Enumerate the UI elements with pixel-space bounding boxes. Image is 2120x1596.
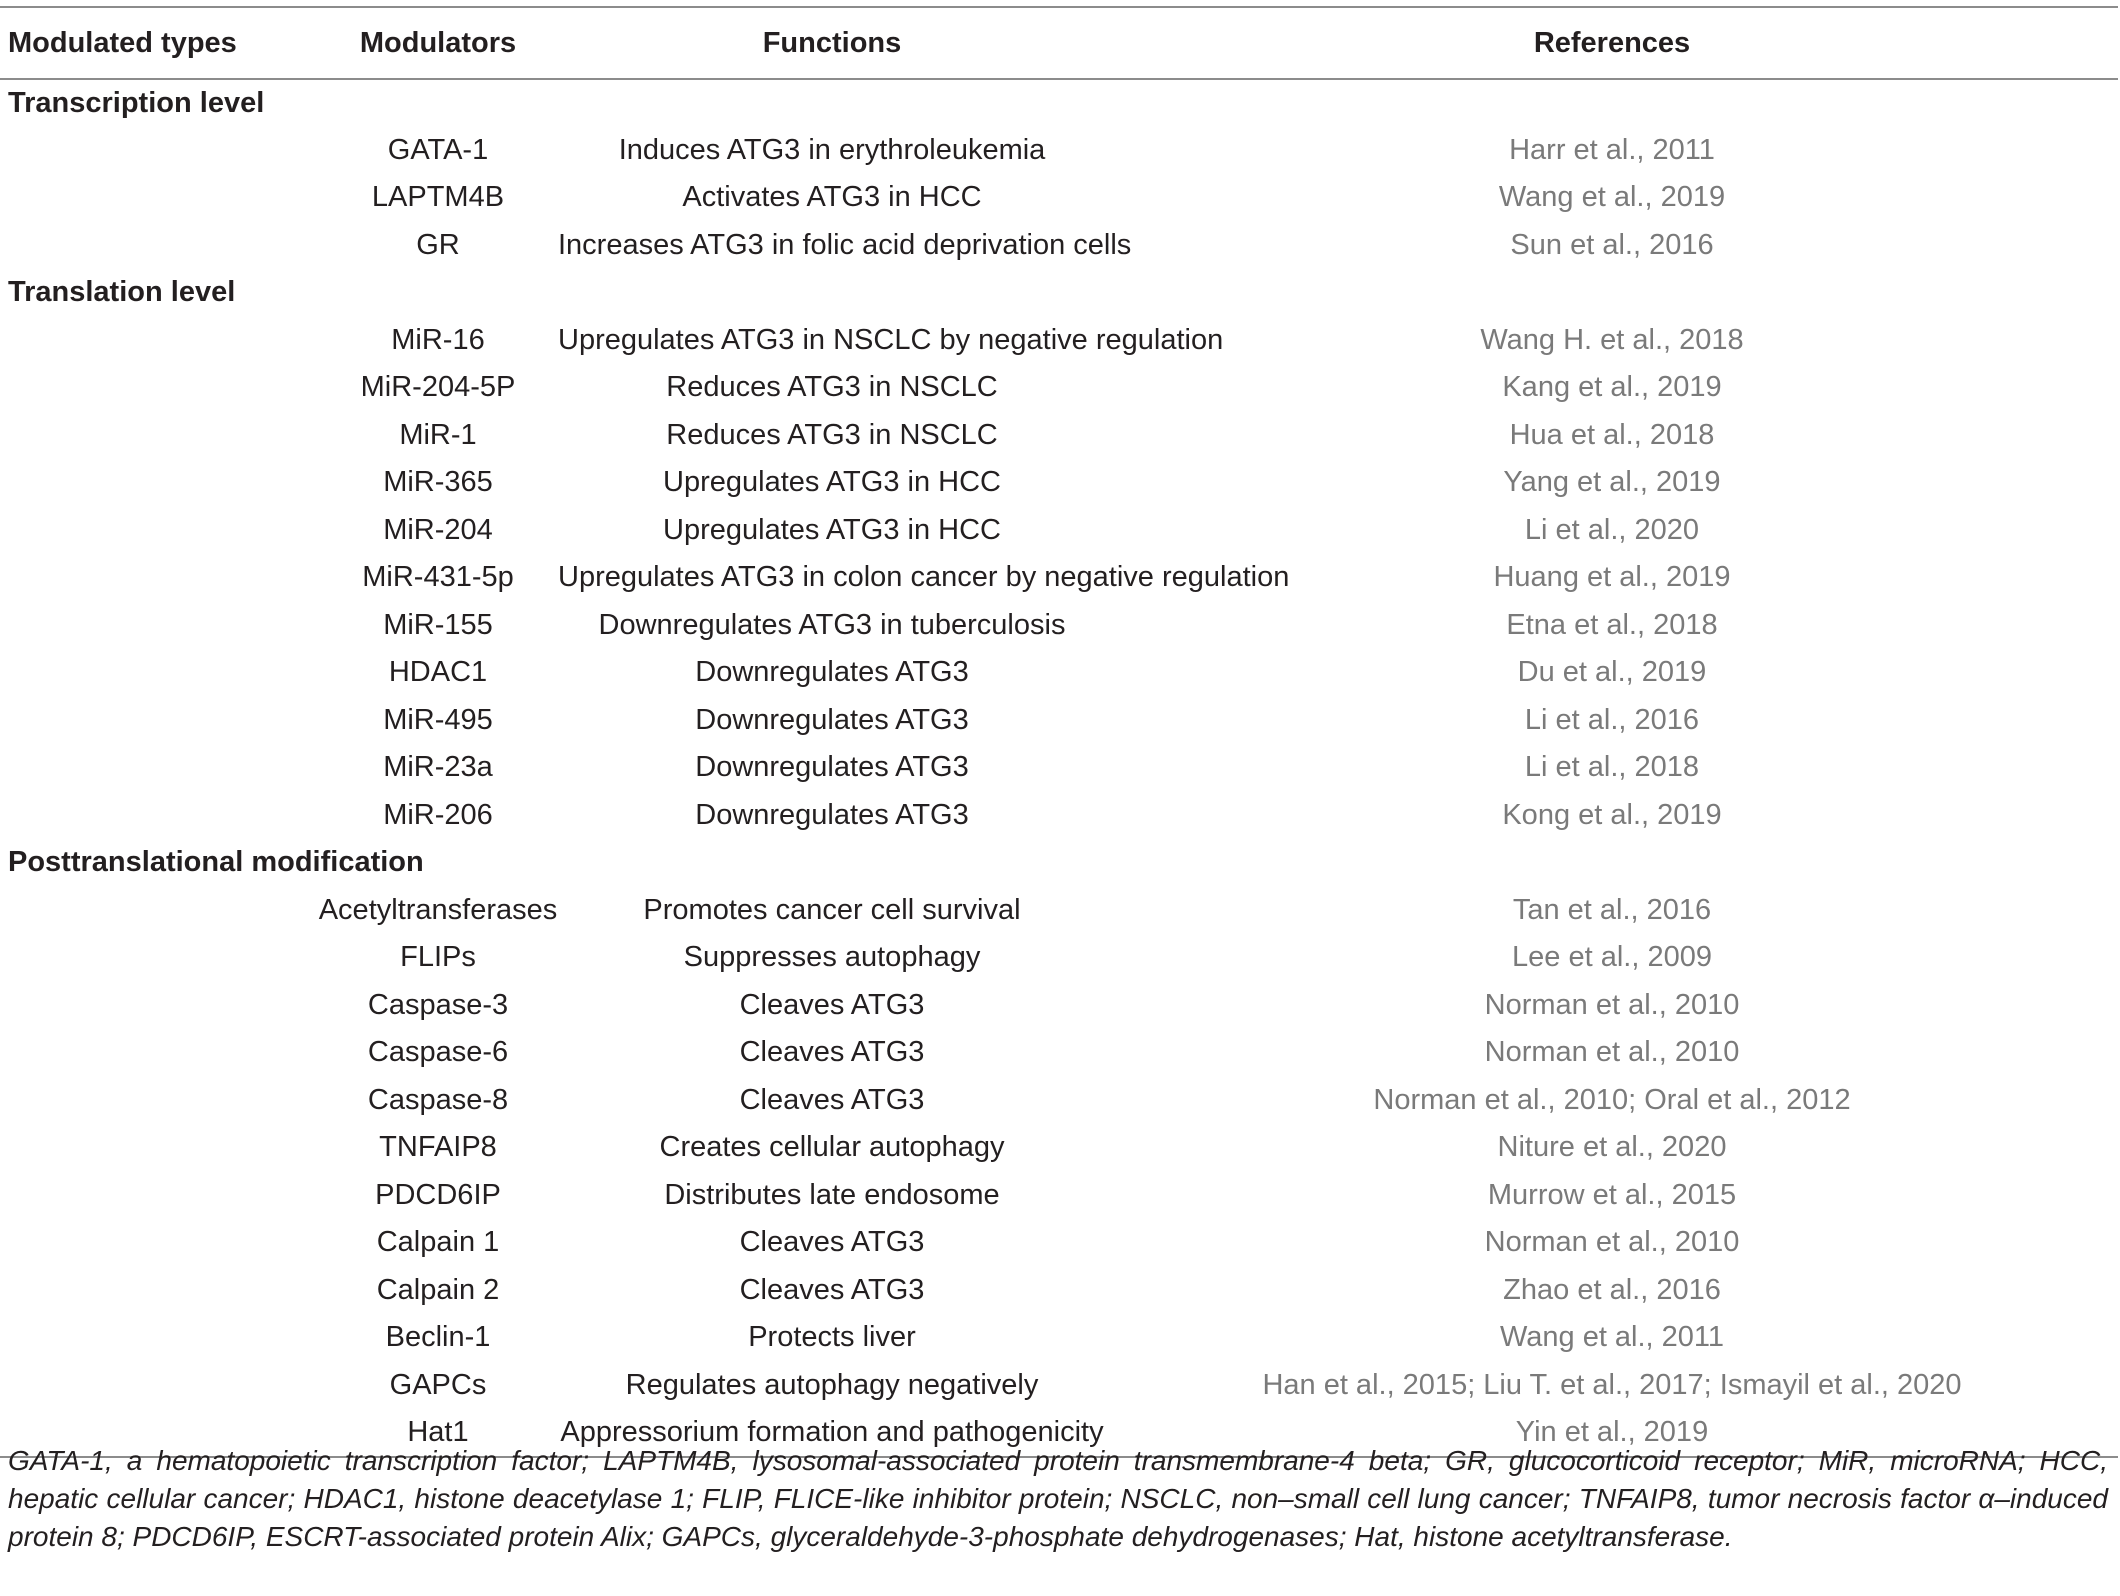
type-cell (0, 507, 318, 555)
function-cell: Reduces ATG3 in NSCLC (666, 371, 998, 404)
table-row (0, 317, 2118, 365)
reference-cell: Li et al., 2016 (1524, 703, 1700, 736)
modulator-cell: MiR-155 (383, 608, 493, 641)
group-label: Translation level (8, 276, 236, 309)
table-row (0, 697, 2118, 745)
modulator-cell: LAPTM4B (371, 181, 505, 214)
function-cell: Downregulates ATG3 (695, 703, 969, 736)
function-cell: Protects liver (748, 1321, 916, 1354)
type-cell (0, 744, 318, 792)
modulator-cell: MiR-206 (383, 798, 493, 831)
header-modulators: Modulators (318, 7, 558, 79)
reference-cell: Murrow et al., 2015 (1487, 1178, 1737, 1211)
table-row (0, 1362, 2118, 1410)
table-row (0, 602, 2118, 650)
modulator-cell: MiR-1 (399, 418, 477, 451)
modulator-cell: Hat1 (318, 1409, 558, 1457)
modulator-cell: Caspase-8 (367, 1083, 509, 1116)
function-cell: Promotes cancer cell survival (643, 893, 1021, 926)
type-cell (0, 554, 318, 602)
group-label: Posttranslational modification (8, 846, 424, 879)
modulator-cell: TNFAIP8 (379, 1131, 497, 1164)
modulator-cell: Acetyltransferases (318, 893, 558, 926)
reference-cell: Etna et al., 2018 (1506, 608, 1718, 641)
function-cell: Upregulates ATG3 in NSCLC by negative regulation (558, 323, 1224, 356)
function-cell: Distributes late endosome (664, 1178, 1000, 1211)
function-cell: Appressorium formation and pathogenicity (558, 1409, 1106, 1457)
modulator-cell: FLIPs (400, 941, 476, 974)
reference-cell: Wang H. et al., 2018 (1480, 323, 1744, 356)
group-row (0, 839, 2118, 887)
reference-cell: Du et al., 2019 (1517, 656, 1707, 689)
type-cell (0, 1124, 318, 1172)
reference-cell: Han et al., 2015; Liu T. et al., 2017; Ismayil et al., 2020 (1262, 1368, 1962, 1401)
type-cell (0, 1219, 318, 1267)
modulator-cell: Caspase-3 (367, 988, 509, 1021)
modulator-cell: Calpain 2 (376, 1273, 500, 1306)
modulator-cell: MiR-204-5P (360, 371, 516, 404)
function-cell: Creates cellular autophagy (659, 1131, 1005, 1164)
type-cell (0, 1077, 318, 1125)
type-cell (0, 934, 318, 982)
function-cell: Downregulates ATG3 (695, 656, 969, 689)
type-cell (0, 459, 318, 507)
reference-cell: Harr et al., 2011 (1509, 133, 1715, 166)
table-row (0, 1172, 2118, 1220)
reference-cell: Zhao et al., 2016 (1503, 1273, 1721, 1306)
function-cell: Cleaves ATG3 (739, 1036, 925, 1069)
modulator-cell: HDAC1 (388, 656, 488, 689)
group-row (0, 269, 2118, 317)
function-cell: Upregulates ATG3 in colon cancer by negative regulation (558, 561, 1290, 594)
function-cell: Suppresses autophagy (683, 941, 981, 974)
type-cell (0, 174, 318, 222)
type-cell (0, 602, 318, 650)
type-cell (0, 127, 318, 175)
function-cell: Cleaves ATG3 (739, 1083, 925, 1116)
modulator-cell: MiR-23a (383, 751, 493, 784)
type-cell (0, 887, 318, 935)
function-cell: Downregulates ATG3 (695, 798, 969, 831)
header-references: References (1106, 7, 2118, 79)
function-cell: Upregulates ATG3 in HCC (663, 513, 1001, 546)
table-row (0, 1077, 2118, 1125)
type-cell (0, 649, 318, 697)
table-row (0, 364, 2118, 412)
reference-cell: Wang et al., 2011 (1499, 1321, 1725, 1354)
reference-cell: Norman et al., 2010; Oral et al., 2012 (1373, 1083, 1851, 1116)
modulator-cell: GR (416, 228, 460, 261)
function-cell: Cleaves ATG3 (739, 1273, 925, 1306)
table-header (0, 7, 2118, 79)
type-cell (0, 364, 318, 412)
table-row (0, 934, 2118, 982)
type-cell (0, 1172, 318, 1220)
type-cell (0, 412, 318, 460)
table-row (0, 887, 2118, 935)
reference-cell: Tan et al., 2016 (1512, 893, 1712, 926)
table-row (0, 649, 2118, 697)
type-cell (0, 1267, 318, 1315)
function-cell: Upregulates ATG3 in HCC (663, 466, 1001, 499)
modulator-cell: MiR-16 (391, 323, 485, 356)
function-cell: Induces ATG3 in erythroleukemia (618, 133, 1046, 166)
table-body (0, 79, 2118, 1457)
type-cell (0, 697, 318, 745)
reference-cell: Norman et al., 2010 (1484, 1226, 1740, 1259)
reference-cell: Niture et al., 2020 (1497, 1131, 1727, 1164)
table-row (0, 222, 2118, 270)
table-row (0, 744, 2118, 792)
reference-cell: Norman et al., 2010 (1484, 1036, 1740, 1069)
table-row (0, 1267, 2118, 1315)
function-cell: Regulates autophagy negatively (625, 1368, 1039, 1401)
reference-cell: Kang et al., 2019 (1502, 371, 1722, 404)
modulator-cell: MiR-495 (383, 703, 493, 736)
modulators-table (0, 6, 2118, 1458)
table-row (0, 459, 2118, 507)
table-row (0, 127, 2118, 175)
type-cell (0, 792, 318, 840)
function-cell: Increases ATG3 in folic acid deprivation cells (558, 228, 1132, 261)
header-functions: Functions (558, 7, 1106, 79)
function-cell: Cleaves ATG3 (739, 1226, 925, 1259)
reference-cell: Yang et al., 2019 (1503, 466, 1721, 499)
modulator-cell: Beclin-1 (385, 1321, 491, 1354)
table-row (0, 412, 2118, 460)
type-cell (0, 982, 318, 1030)
modulator-cell: Calpain 1 (376, 1226, 500, 1259)
modulator-cell: GATA-1 (387, 133, 489, 166)
function-cell: Reduces ATG3 in NSCLC (666, 418, 998, 451)
table-row (0, 792, 2118, 840)
header-row (0, 7, 2118, 79)
table-row (0, 554, 2118, 602)
function-cell: Downregulates ATG3 in tuberculosis (598, 608, 1066, 641)
function-cell: Activates ATG3 in HCC (682, 181, 982, 214)
group-label: Transcription level (8, 86, 265, 119)
reference-cell: Li et al., 2020 (1524, 513, 1700, 546)
type-cell (0, 1314, 318, 1362)
table-row (0, 174, 2118, 222)
table-row (0, 1124, 2118, 1172)
modulator-cell: GAPCs (389, 1368, 487, 1401)
reference-cell: Sun et al., 2016 (1510, 228, 1714, 261)
table-row (0, 507, 2118, 555)
function-cell: Downregulates ATG3 (695, 751, 969, 784)
type-cell (0, 222, 318, 270)
reference-cell: Wang et al., 2019 (1498, 181, 1726, 214)
modulator-cell: MiR-365 (383, 466, 493, 499)
reference-cell: Kong et al., 2019 (1502, 798, 1722, 831)
table-row (0, 1029, 2118, 1077)
reference-cell: Huang et al., 2019 (1493, 561, 1731, 594)
table-footnote: GATA-1, a hematopoietic transcription factor; LAPTM4B, lysosomal-associated protein transmembrane-4 beta; GR, glucocorticoid receptor; MiR, microRNA; HCC, hepatic cellular cancer; HDAC1, histone deacetylase 1; FLIP, FLICE-like inhibitor protein; NSCLC, non–small cell lung cancer; TNFAIP8, tumor necrosis factor α–induced protein 8; PDCD6IP, ESCRT-associated protein Alix; GAPCs, glyceraldehyde-3-phosphate dehydrogenases; Hat, histone acetyltransferase. (8, 1445, 2108, 1552)
reference-cell: Norman et al., 2010 (1484, 988, 1740, 1021)
table-row (0, 1314, 2118, 1362)
table-row (0, 982, 2118, 1030)
table-row (0, 1219, 2118, 1267)
modulator-cell: Caspase-6 (367, 1036, 509, 1069)
reference-cell: Hua et al., 2018 (1509, 418, 1715, 451)
reference-cell: Li et al., 2018 (1524, 751, 1700, 784)
type-cell (0, 1029, 318, 1077)
header-modulated-types: Modulated types (0, 7, 318, 79)
modulator-cell: MiR-431-5p (362, 561, 514, 594)
group-row (0, 79, 2118, 127)
modulator-cell: PDCD6IP (375, 1178, 501, 1211)
reference-cell: Yin et al., 2019 (1106, 1409, 2118, 1457)
function-cell: Cleaves ATG3 (739, 988, 925, 1021)
type-cell (0, 317, 318, 365)
type-cell (0, 1362, 318, 1410)
modulator-cell: MiR-204 (383, 513, 493, 546)
reference-cell: Lee et al., 2009 (1512, 941, 1712, 974)
